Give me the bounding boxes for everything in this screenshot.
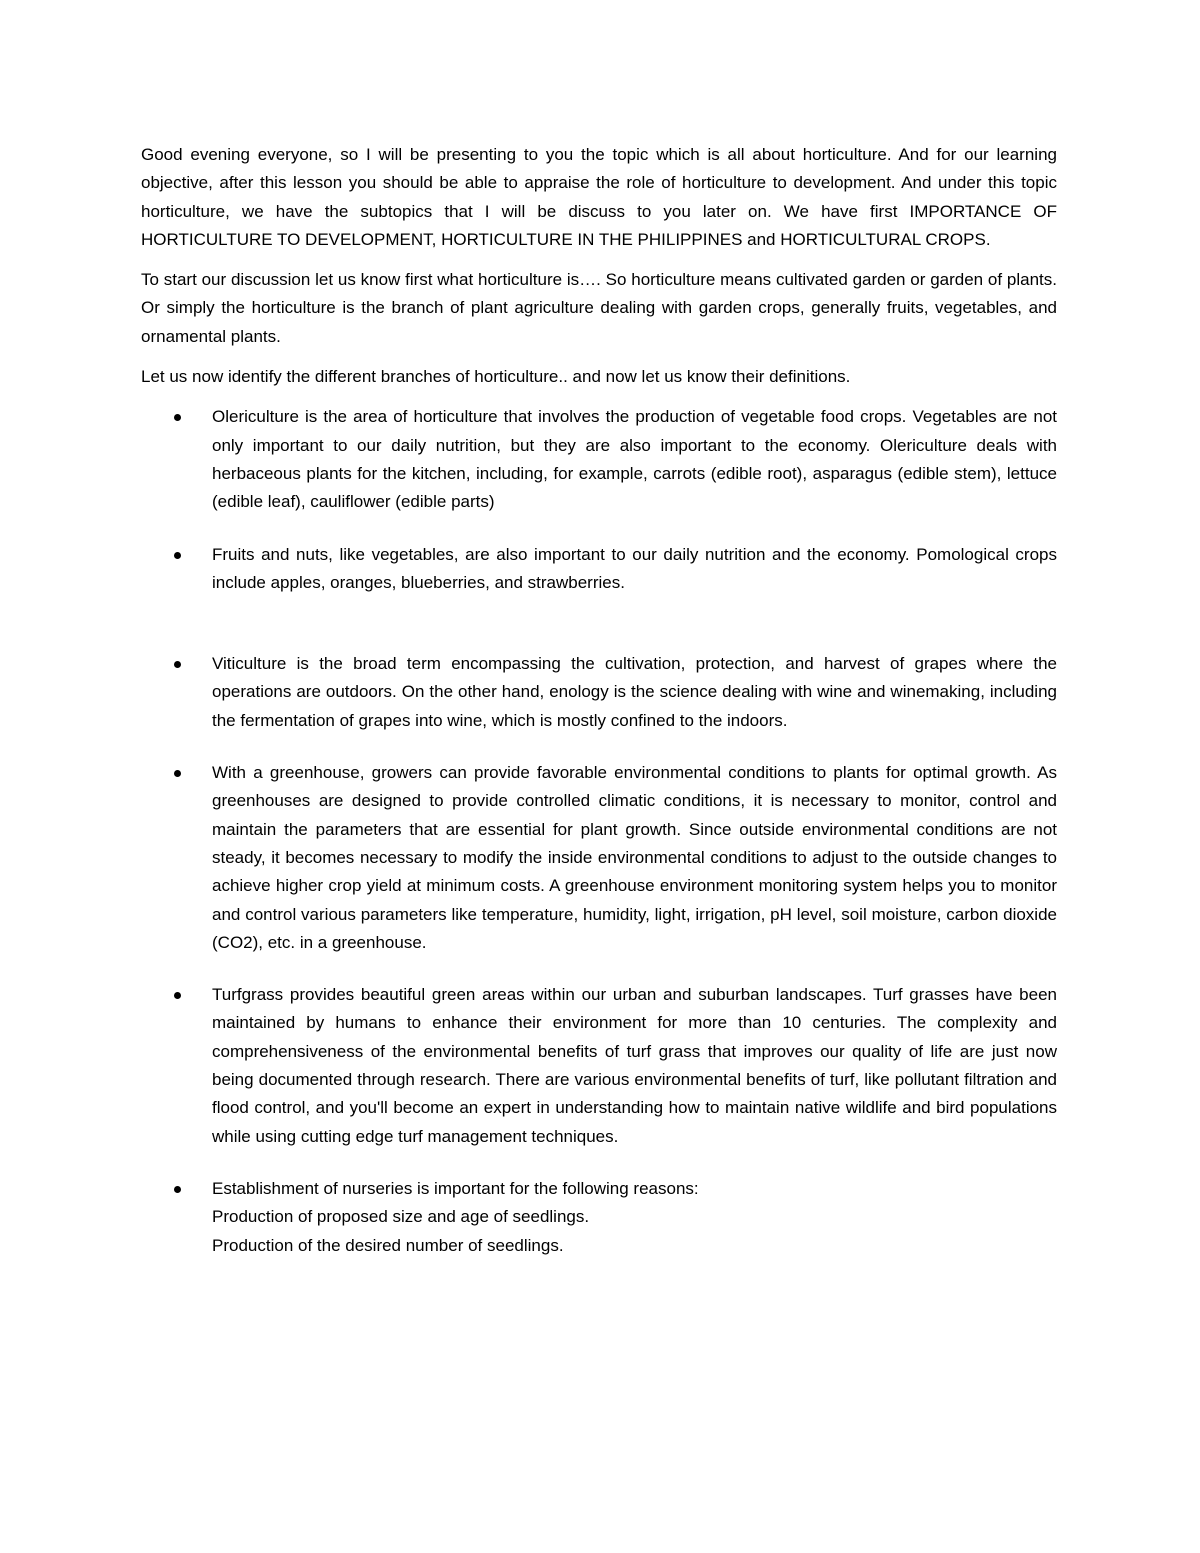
bullet-icon bbox=[174, 770, 181, 777]
list-item-text: Fruits and nuts, like vegetables, are also important to our daily nutrition and the economy. Pomological crops include apples, oranges, blueberries, and strawberries. bbox=[212, 544, 1057, 592]
bullet-icon bbox=[174, 552, 181, 559]
bullet-icon bbox=[174, 1186, 181, 1193]
document-page bbox=[141, 141, 1057, 1260]
nurseries-reason-1: Production of proposed size and age of seedlings. bbox=[212, 1207, 590, 1227]
definition-paragraph: To start our discussion let us know first what horticulture is…. So horticulture means cultivated garden or garden of plants. Or simply the horticulture is the branch of plant agriculture dealing with garden crops, generally fruits, vegetables, and ornamental plants. bbox=[141, 270, 1057, 346]
bullet-icon bbox=[174, 992, 181, 999]
list-item-fruits-nuts bbox=[141, 541, 1057, 598]
list-item-text: Olericulture is the area of horticulture that involves the production of vegetable food crops. Vegetables are not only important to our daily nutrition, but they are also important to the economy. Olericulture deals with herbaceous plants for the kitchen, including, for example, carrots (edible root), asparagus (edible stem), lettuce (edible leaf), cauliflower (edible parts) bbox=[212, 407, 1057, 512]
branches-list bbox=[141, 403, 1057, 1259]
list-item-text: Turfgrass provides beautiful green areas within our urban and suburban landscapes. Turf grasses have been maintained by humans to enhance their environment for more than 10 centuries. The complexity and comprehensiveness of the environmental benefits of turf grass that improves our quality of life are just now being documented through research. There are various environmental benefits of turf, like pollutant filtration and flood control, and you'll become an expert in understanding how to maintain native wildlife and bird populations while using cutting edge turf management techniques. bbox=[212, 985, 1057, 1146]
list-item-olericulture bbox=[141, 403, 1057, 516]
branches-paragraph: Let us now identify the different branches of horticulture.. and now let us know their definitions. bbox=[141, 367, 851, 387]
list-item-greenhouse bbox=[141, 759, 1057, 957]
list-item-nurseries bbox=[141, 1175, 1057, 1260]
list-item-turfgrass bbox=[141, 981, 1057, 1151]
nurseries-reason-2: Production of the desired number of seedlings. bbox=[212, 1235, 564, 1255]
bullet-icon bbox=[174, 661, 181, 668]
nurseries-intro: Establishment of nurseries is important for the following reasons: bbox=[212, 1178, 699, 1198]
intro-paragraph: Good evening everyone, so I will be presenting to you the topic which is all about horticulture. And for our learning objective, after this lesson you should be able to appraise the role of horticulture to development. And under this topic horticulture, we have the subtopics that I will be discuss to you later on. We have first IMPORTANCE OF HORTICULTURE TO DEVELOPMENT, HORTICULTURE IN THE PHILIPPINES and HORTICULTURAL CROPS. bbox=[141, 145, 1057, 249]
list-item-text: Viticulture is the broad term encompassing the cultivation, protection, and harvest of grapes where the operations are outdoors. On the other hand, enology is the science dealing with wine and winemaking, including the fermentation of grapes into wine, which is mostly confined to the indoors. bbox=[212, 654, 1057, 730]
bullet-icon bbox=[174, 414, 181, 421]
list-item-viticulture bbox=[141, 650, 1057, 735]
list-item-text: With a greenhouse, growers can provide favorable environmental conditions to plants for optimal growth. As greenhouses are designed to provide controlled climatic conditions, it is necessary to monitor, control and maintain the parameters that are essential for plant growth. Since outside environmental conditions are not steady, it becomes necessary to modify the inside environmental conditions to adjust to the outside changes to achieve higher crop yield at minimum costs. A greenhouse environment monitoring system helps you to monitor and control various parameters like temperature, humidity, light, irrigation, pH level, soil moisture, carbon dioxide (CO2), etc. in a greenhouse. bbox=[212, 763, 1057, 952]
